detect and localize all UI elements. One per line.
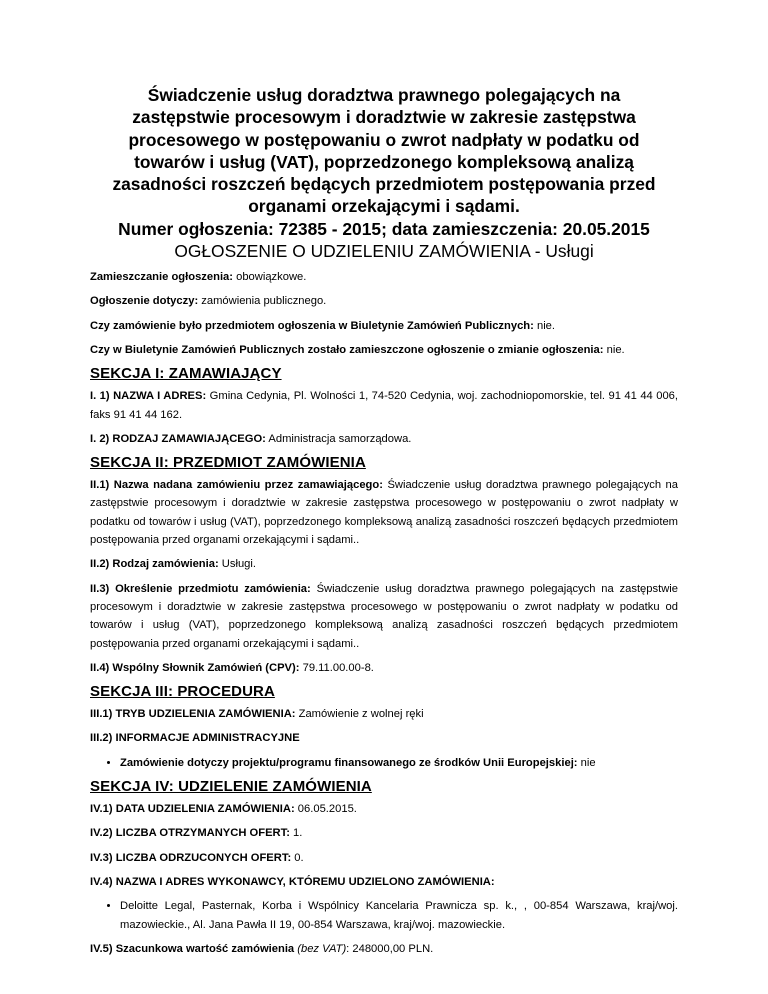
field-value: 1. [293,827,303,840]
field-label: II.4) Wspólny Słownik Zamówień (CPV): [90,661,300,674]
field-value: 06.05.2015. [297,803,357,816]
field-value: nie [580,756,596,769]
field-label: Ogłoszenie dotyczy: [90,295,199,308]
section-heading-1: SEKCJA I: ZAMAWIAJĄCY [90,365,282,383]
field-label: Czy w Biuletynie Zamówień Publicznych zostało zamieszczone ogłoszenie o zmianie ogłoszenia: [90,343,604,356]
field-value: Zamówienie z wolnej ręki [298,708,424,721]
field-label: Zamieszczanie ogłoszenia: [90,271,233,284]
section-field [90,387,678,424]
title-line: Świadczenie usług doradztwa prawnego polegających na [147,85,621,105]
field-label: Zamówienie dotyczy projektu/programu finansowanego ze środków Unii Europejskiej: [120,756,578,769]
field-label: II.3) Określenie przedmiotu zamówienia: [90,582,311,595]
title-line: procesowego w postępowaniu o zwrot nadpłaty w podatku od [128,129,640,150]
field-label: IV.4) NAZWA I ADRES WYKONAWCY, KTÓREMU UDZIELONO ZAMÓWIENIA: [90,875,495,888]
section-field [90,729,678,747]
field-label: IV.5) Szacunkowa wartość zamówienia [90,942,295,955]
field-value: Administracja samorządowa. [268,432,412,445]
field-label: II.2) Rodzaj zamówienia: [90,558,219,571]
section-field [90,800,678,818]
section-field [90,849,678,867]
field-value: Świadczenie usług doradztwa prawnego polegających na zastępstwie procesowym i doradztwie w zakresie zastępstwa procesowego w postępowaniu o zwrot nadpłaty w podatku od towarów i usług (VAT), poprzedzonego kompleksową analizą zasadności roszczeń będących przedmiotem postępowania przed organami orzekającymi i sądami.. [90,582,678,650]
section-field [90,430,678,448]
field-colon: : [346,942,350,955]
field-label: III.1) TRYB UDZIELENIA ZAMÓWIENIA: [90,708,296,721]
section-field [90,705,678,723]
field-label: II.1) Nazwa nadana zamówieniu przez zamawiającego: [90,479,383,492]
title-line: towarów i usług (VAT), poprzedzonego kompleksową analizą [134,151,634,172]
section-heading-2: SEKCJA II: PRZEDMIOT ZAMÓWIENIA [90,454,366,472]
field-label: Czy zamówienie było przedmiotem ogłoszenia w Biuletynie Zamówień Publicznych: [90,319,534,332]
intro-field [90,317,678,335]
field-value: 0. [294,851,304,864]
document-page [90,84,678,964]
list-item [120,754,678,772]
section-heading-3: SEKCJA III: PROCEDURA [90,683,275,701]
field-label: III.2) INFORMACJE ADMINISTRACYJNE [90,732,300,745]
field-label: IV.1) DATA UDZIELENIA ZAMÓWIENIA: [90,803,295,816]
field-value: nie. [536,319,556,332]
intro-field [90,341,678,359]
field-label: IV.2) LICZBA OTRZYMANYCH OFERT: [90,827,290,840]
document-subtitle: OGŁOSZENIE O UDZIELENIU ZAMÓWIENIA - Usługi [174,241,594,262]
section-heading-4: SEKCJA IV: UDZIELENIE ZAMÓWIENIA [90,778,372,796]
section-field [90,659,678,677]
contractor-address: • Deloitte Legal, Pasternak, Korba i Wspólnicy Kancelaria Prawnicza sp. k., , 00-854 Warszawa, kraj/woj. mazowieckie., Al. Jana Pawła II 19, 00-854 Warszawa, kraj/woj. mazowieckie. [120,897,678,934]
title-line: organami orzekającymi i sądami. [248,196,520,217]
section-field [90,476,678,549]
field-value: obowiązkowe. [236,271,307,284]
intro-field [90,268,678,286]
field-label: IV.3) LICZBA ODRZUCONYCH OFERT: [90,851,292,864]
field-label: I. 2) RODZAJ ZAMAWIAJĄCEGO: [90,432,266,445]
section-field [90,873,678,891]
bullet-list [90,754,678,772]
section-field [90,580,678,653]
intro-field [90,292,678,310]
field-value: Usługi. [221,558,256,571]
title-line: zasadności roszczeń będących przedmiotem postępowania przed [112,174,656,195]
field-value: Gmina Cedynia, Pl. Wolności 1, 74-520 Cedynia, woj. zachodniopomorskie, tel. 91 41 44 006, faks 91 41 44 162. [90,390,679,421]
field-value: 248000,00 PLN. [352,942,434,955]
announcement-number: Numer ogłoszenia: 72385 - 2015; data zamieszczenia: 20.05.2015 [118,218,650,239]
document-title [90,84,678,240]
bullet-list [90,897,678,934]
field-value: zamówienia publicznego. [201,295,327,308]
field-label: I. 1) NAZWA I ADRES: [90,390,207,403]
section-field [90,940,678,958]
section-field [90,824,678,842]
field-note: (bez VAT) [297,942,347,955]
title-line: zastępstwie procesowym i doradztwie w zakresie zastępstwa [132,107,636,128]
field-value: 79.11.00.00-8. [302,661,374,674]
section-field [90,555,678,573]
field-value: Świadczenie usług doradztwa prawnego polegających na zastępstwie procesowym i doradztwie w zakresie zastępstwa procesowego w postępowaniu o zwrot nadpłaty w podatku od towarów i usług (VAT), poprzedzonego kompleksową analizą zasadności roszczeń będących przedmiotem postępowania przed organami orzekającymi i sądami.. [90,479,678,547]
field-value: nie. [606,343,625,356]
